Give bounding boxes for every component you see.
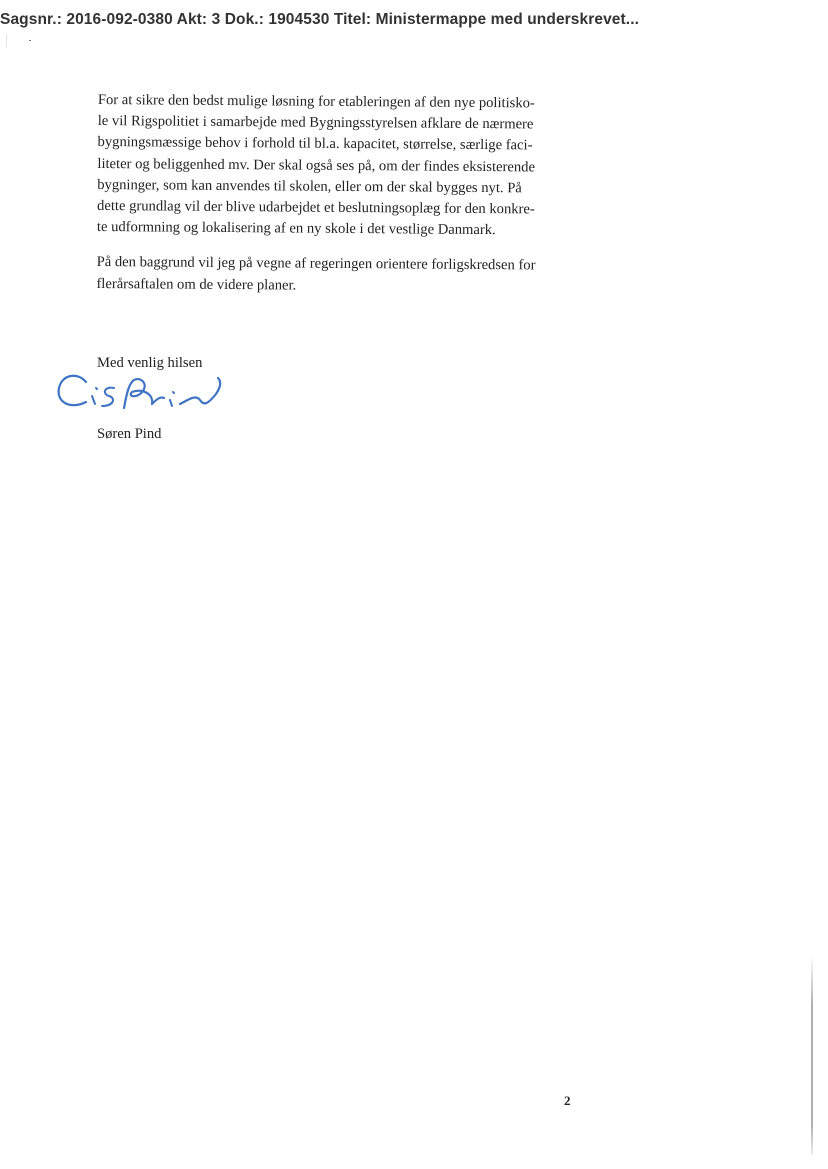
signature-stroke: [102, 388, 114, 406]
signature-stroke: [170, 392, 174, 406]
scan-speck: [29, 40, 31, 41]
handwritten-signature: [52, 364, 228, 422]
scan-artifact: [6, 34, 7, 48]
signature-stroke: [92, 388, 97, 404]
paragraph-2: [96, 252, 612, 298]
closing-greeting: Med venlig hilsen: [97, 355, 203, 371]
document-header: Sagsnr.: 2016-092-0380 Akt: 3 Dok.: 1904530 Titel: Ministermappe med underskrevet...: [0, 11, 640, 28]
scan-edge: [811, 955, 813, 1155]
text-line: For at sikre den bedst mulige løsning for etableringen af den nye politisko-: [97, 91, 535, 112]
text-line: liteter og beliggenhed mv. Der skal også ses på, om der findes eksisterende: [97, 155, 536, 176]
text-line: bygninger, som kan anvendes til skolen, eller om der skal bygges nyt. På: [97, 176, 522, 197]
signature-stroke: [124, 379, 164, 408]
signature-stroke: [180, 378, 220, 404]
text-line: flerårsaftalen om de videre planer.: [96, 275, 297, 294]
signature-stroke: [59, 376, 86, 405]
letter-body: [96, 90, 614, 299]
text-line: På den baggrund vil jeg på vegne af regeringen orientere forligskredsen for: [96, 254, 536, 274]
paragraph-1: [97, 90, 614, 242]
text-line: bygningsmæssige behov i forhold til bl.a. kapacitet, størrelse, særlige faci-: [97, 134, 533, 154]
text-line: te udformning og lokalisering af en ny skole i det vestlige Danmark.: [96, 219, 496, 239]
text-line: dette grundlag vil der blive udarbejdet et beslutningsoplæg for den konkre-: [97, 198, 535, 218]
text-line: le vil Rigspolitiet i samarbejde med Bygningsstyrelsen afklare de nærmere: [97, 113, 534, 133]
signer-name: Søren Pind: [97, 426, 162, 442]
page-number: 2: [564, 1093, 571, 1108]
